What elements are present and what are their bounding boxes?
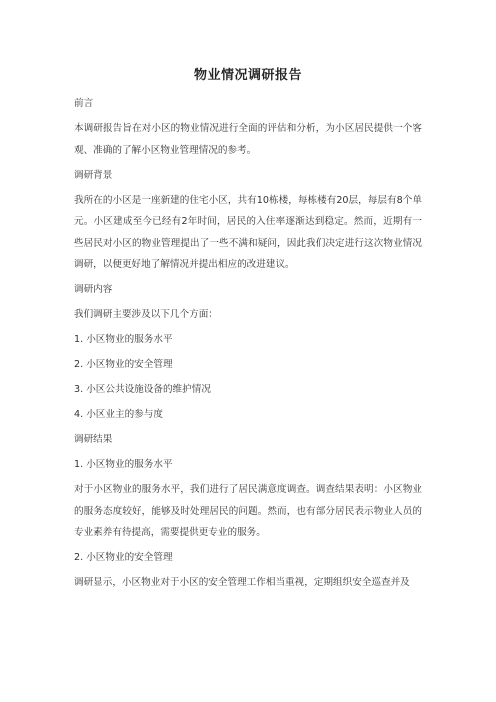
- paragraph-safety: 调研显示，小区物业对于小区的安全管理工作相当重视，定期组织安全巡查并及: [74, 577, 410, 588]
- document-title: 物业情况调研报告: [193, 68, 302, 83]
- document-body: [74, 93, 422, 597]
- section-heading-results: 调研结果: [74, 434, 113, 445]
- section-heading-background: 调研背景: [74, 169, 113, 181]
- paragraph-content-intro: 我们调研主要涉及以下几个方面：: [74, 309, 218, 320]
- subsection-heading-safety: 2. 小区物业的安全管理: [74, 552, 173, 563]
- section-heading-content: 调研内容: [74, 284, 113, 295]
- list-item: 2. 小区物业的安全管理: [74, 359, 173, 370]
- list-item: 4. 小区业主的参与度: [74, 409, 163, 420]
- list-item: 3. 小区公共设施设备的维护情况: [74, 384, 211, 395]
- subsection-heading-service: 1. 小区物业的服务水平: [74, 459, 173, 470]
- paragraph-background: 我所在的小区是一座新建的住宅小区，共有10栋楼，每栋楼有20层，每层有8个单元。小区建成至今已经有2年时间，居民的入住率逐渐达到稳定。然而，近期有一些居民对小区的物业管理提出了一些不满和疑问，因此我们决定进行这次物业情况调研，以便更好地了解情况并提出相应的改进建议。: [74, 194, 422, 270]
- paragraph-preface: 本调研报告旨在对小区的物业情况进行全面的评估和分析，为小区居民提供一个客观、准确的了解小区物业管理情况的参考。: [74, 123, 422, 156]
- section-heading-preface: 前言: [74, 98, 94, 109]
- paragraph-service: 对于小区物业的服务水平，我们进行了居民满意度调查。调查结果表明：小区物业的服务态度较好，能够及时处理居民的问题。然而，也有部分居民表示物业人员的专业素养有待提高，需要提供更专业的服务。: [74, 484, 422, 538]
- list-item: 1. 小区物业的服务水平: [74, 334, 173, 345]
